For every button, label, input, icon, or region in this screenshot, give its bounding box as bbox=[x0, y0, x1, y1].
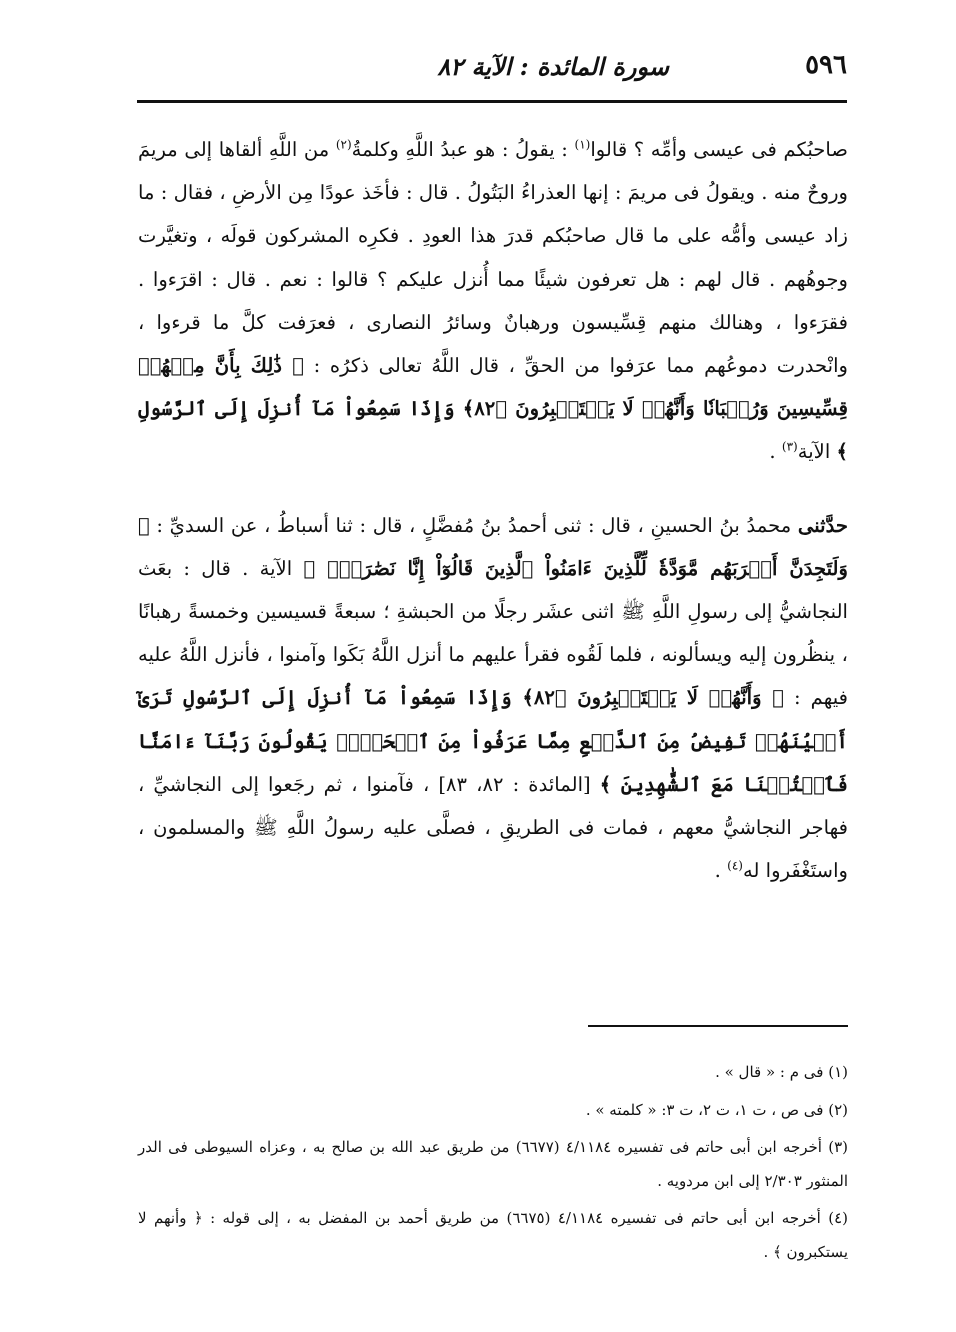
text-run: صاحبُكم فى عيسى وأمِّه ؟ قالوا bbox=[590, 138, 848, 161]
footnote: (٣) أخرجه ابن أبى حاتم فى تفسيره ٤/١١٨٤ (٦٦٧٧) من طريق عبد الله بن صالح به ، وعزاه السيوطى فى الدر المنثور ٢/٣٠٣ إلى ابن مردويه . bbox=[138, 1138, 849, 1190]
text-run: . bbox=[714, 859, 728, 883]
header-rule bbox=[137, 100, 847, 103]
quran-verse: ﴿ ذَٰلِكَ بِأَنَّ مِنۡهُمۡ قِسِّيسِينَ وَرُهۡبَانٗا وَأَنَّهُمۡ لَا يَسۡتَكۡبِرُونَ ﴿٨٢﴾ وَإِذَا سَمِعُواْ مَآ أُنزِلَ إِلَى ٱلرَّسُولِ ﴾ bbox=[138, 354, 848, 464]
paragraph bbox=[138, 504, 848, 893]
footnote-rule bbox=[588, 1025, 848, 1027]
text-run: الآية . قال : بعَث النجاشيُّ إلى رسولِ اللَّهِ ﷺ اثنى عشَر رجلًا من الحبشةِ ؛ سبعةً قسيسين وخمسةً رهبانًا ، ينظُرون إليه ويسألونه ، فلما لَقُوه فقرأ عليهم ما أنزل اللَّهُ بَكَوا وآمنوا ، فأنزل اللَّهُ عليه فيهم : bbox=[138, 556, 848, 710]
text-run: [المائدة : ٨٢، ٨٣] ، فآمنوا ، ثم رجَعوا إلى النجاشيِّ ، فهاجر النجاشيُّ معهم ، فمات فى الطريقِ ، فصلَّى عليه رسولُ اللَّهِ ﷺ والمسلمون ، واستَغْفَروا له bbox=[138, 772, 848, 883]
text-run: محمدُ بنُ الحسينِ ، قال : ثنى أحمدُ بنُ مُفضَّلٍ ، قال : ثنا أسباطُ ، عن السديِّ : bbox=[149, 513, 798, 537]
footnote-marker: (٤) bbox=[727, 858, 743, 873]
text-run: الآية bbox=[797, 440, 837, 464]
text-run: : يقولُ : هو عبدُ اللَّهِ وكلمةُ bbox=[351, 138, 575, 161]
running-title: سورة المائدة : الآية ٨٢ bbox=[437, 52, 669, 81]
paragraph-lead-word: حدَّثنى bbox=[797, 513, 848, 537]
footnote-marker: (٣) bbox=[781, 439, 798, 454]
text-run: من اللَّهِ ألقاها إلى مريمَ وروحٌ منه . ويقولُ فى مريمَ : إنها العذراءُ البَتُولُ . قال : فأخَذ عودًا مِن الأرضِ ، فقال : ما زاد عيسى وأمُّه على ما قال صاحبُكم قدرَ هذا العودِ . فكرِه المشركون قولَه ، وتغيَّرت وجوهُهم . قال لهم : هل تعرفون شيئًا مما أُنزل عليكم ؟ قالوا : نعم . قال : اقرَءوا . فقرَءوا ، وهنالك منهم قِسِّيسون ورهبانٌ وسائرُ النصارى ، فعرَفت كلَّ ما قرءوا ، وانْحدرت دموعُهم مما عرَفوا من الحقِّ ، قال اللَّهُ تعالى ذكرُه : bbox=[138, 138, 848, 378]
footnote-marker: (٢) bbox=[335, 137, 352, 152]
paragraph-gap bbox=[138, 474, 848, 504]
footnotes bbox=[138, 1056, 848, 1274]
main-text bbox=[138, 128, 848, 892]
page-number: ٥٩٦ bbox=[805, 50, 847, 80]
footnote: (٤) أخرجه ابن أبى حاتم فى تفسيره ٤/١١٨٤ (٦٦٧٥) من طريق أحمد بن المفضل به ، إلى قوله : ﴿ وأنهم لا يستكبرون ﴾ . bbox=[138, 1209, 849, 1261]
footnote-marker: (١) bbox=[574, 137, 591, 152]
page-header bbox=[137, 46, 847, 86]
quran-verse: ﴿ وَلَتَجِدَنَّ أَقۡرَبَهُم مَّوَدَّةٗ لِّلَّذِينَ ءَامَنُواْ ٱلَّذِينَ قَالُوٓاْ إِنَّا نَصَٰرَىٰۚ ﴾ bbox=[138, 513, 848, 580]
text-run: . bbox=[769, 440, 782, 464]
quran-verse: ﴿ وَأَنَّهُمۡ لَا يَسۡتَكۡبِرُونَ ﴿٨٢﴾ وَإِذَا سَمِعُواْ مَآ أُنزِلَ إِلَى ٱلرَّسُولِ تَرَىٰٓ أَعۡيُنَهُمۡ تَفِيضُ مِنَ ٱلدَّمۡعِ مِمَّا عَرَفُواْ مِنَ ٱلۡحَقِّۖ يَقُولُونَ رَبَّنَآ ءَامَنَّا فَٱكۡتُبۡنَا مَعَ ٱلشَّٰهِدِينَ ﴾ bbox=[138, 686, 848, 796]
paragraph bbox=[138, 128, 848, 474]
footnote: (٢) فى ص ، ت ١، ت ٢، ت ٣: « كلمته » . bbox=[585, 1100, 848, 1119]
footnote: (١) فى م : « قال » . bbox=[715, 1063, 848, 1081]
